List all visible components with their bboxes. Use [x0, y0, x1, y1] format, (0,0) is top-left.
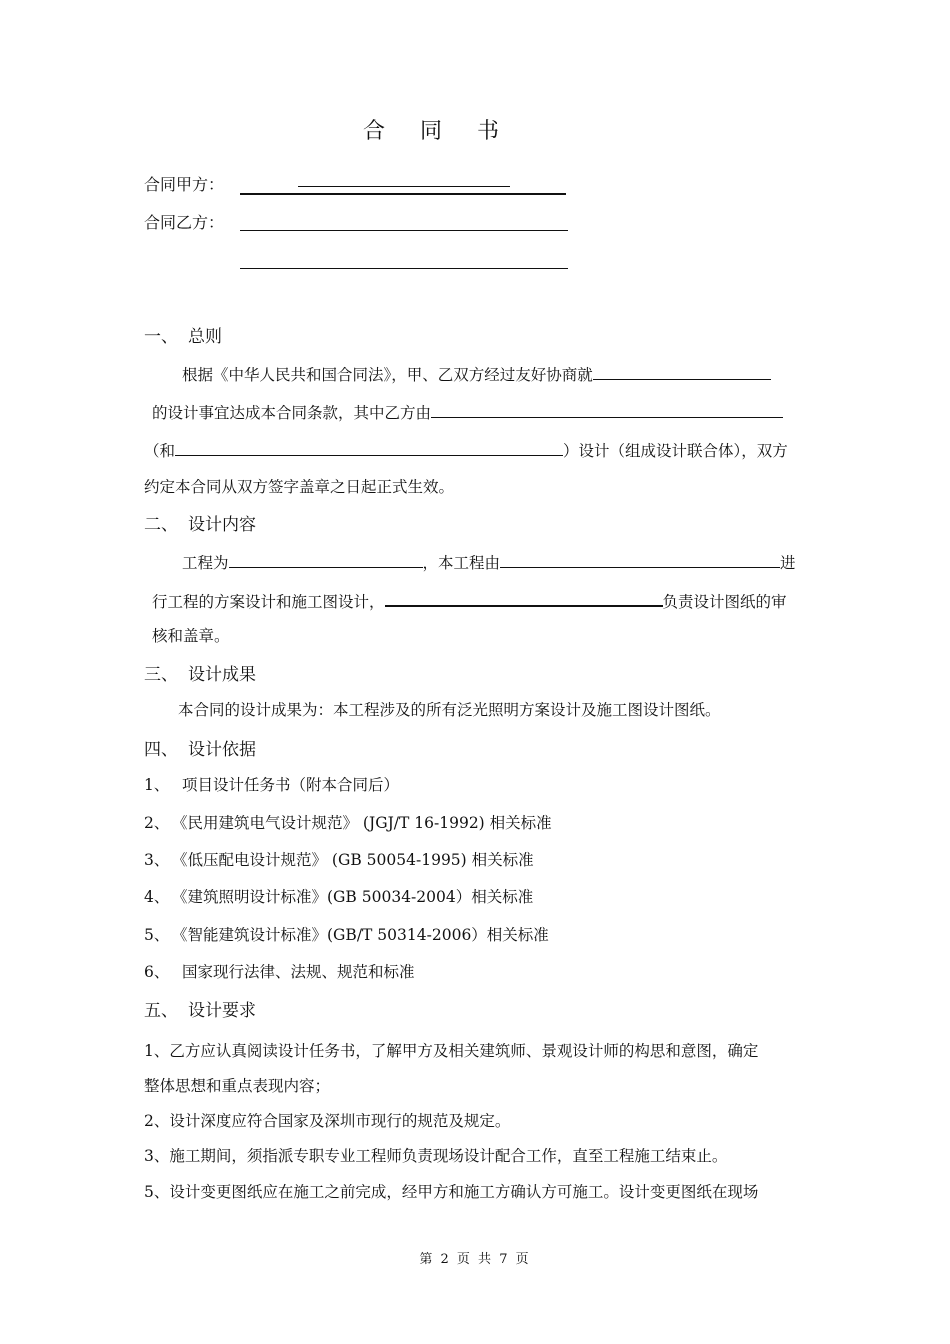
basis-item [144, 848, 534, 870]
designer-blank[interactable] [431, 400, 783, 418]
item-number: 5、 [144, 926, 170, 944]
project-blank[interactable] [229, 550, 423, 568]
section-number: 三、 [144, 665, 178, 685]
content-line-2 [152, 588, 787, 612]
item-number: 4、 [144, 888, 170, 906]
requirement-5: 5、设计变更图纸应在施工之前完成，经甲方和施工方确认方可施工。设计变更图纸在现场 [144, 1183, 759, 1201]
party-a-label: 合同甲方： [144, 175, 225, 194]
content-line-1 [182, 550, 796, 573]
co-designer-blank[interactable] [175, 438, 563, 456]
general-line-3 [144, 438, 788, 461]
undertaker-blank[interactable] [500, 550, 780, 568]
basis-item [144, 773, 399, 795]
item-text: 项目设计任务书（附本合同后） [182, 776, 400, 794]
section-number: 五、 [144, 1001, 178, 1021]
requirement-1b: 整体思想和重点表现内容； [144, 1077, 331, 1095]
item-text: 国家现行法律、法规、规范和标准 [182, 963, 415, 981]
party-b-label: 合同乙方： [144, 213, 225, 232]
section-heading-basis [144, 735, 256, 760]
section-title: 总则 [188, 327, 222, 347]
section-heading-general [144, 322, 222, 347]
basis-item [144, 811, 552, 833]
general-text-1: 根据《中华人民共和国合同法》，甲、乙双方经过友好协商就 [182, 366, 593, 385]
party-b-row [144, 210, 224, 233]
content-text-1c: 进 [780, 554, 796, 573]
result-text: 本合同的设计成果为：本工程涉及的所有泛光照明方案设计及施工图设计图纸。 [178, 701, 721, 719]
item-number: 6、 [144, 963, 170, 981]
party-a-inner-line [298, 186, 510, 187]
item-text: 《民用建筑电气设计规范》 (JGJ/T 16-1992) 相关标准 [172, 814, 552, 832]
party-b-blank[interactable] [240, 230, 568, 231]
item-text: 《智能建筑设计标准》(GB/T 50314-2006）相关标准 [172, 926, 549, 944]
content-text-1a: 工程为 [182, 554, 229, 573]
section-heading-content [144, 510, 256, 535]
content-text-2a: 行工程的方案设计和施工图设计， [152, 593, 385, 612]
content-text-1b: ，本工程由 [422, 554, 501, 573]
section-number: 四、 [144, 740, 178, 760]
item-number: 1、 [144, 776, 170, 794]
basis-item [144, 923, 549, 945]
content-text-2b: 负责设计图纸的审 [662, 593, 787, 612]
party-a-blank[interactable] [240, 193, 566, 195]
item-text: 《低压配电设计规范》 (GB 50054-1995) 相关标准 [172, 851, 534, 869]
section-title: 设计要求 [188, 1001, 256, 1021]
item-number: 2、 [144, 814, 170, 832]
document-title: 合 同 书 [363, 119, 513, 144]
section-number: 二、 [144, 515, 178, 535]
item-number: 3、 [144, 851, 170, 869]
general-text-3a: （和 [144, 442, 176, 461]
requirement-1a: 1、乙方应认真阅读设计任务书，了解甲方及相关建筑师、景观设计师的构思和意图，确定 [144, 1042, 759, 1060]
general-line-4: 约定本合同从双方签字盖章之日起正式生效。 [144, 478, 455, 496]
section-number: 一、 [144, 327, 178, 347]
section-title: 设计内容 [188, 515, 256, 535]
general-line-1 [182, 362, 771, 385]
content-line-3: 核和盖章。 [152, 627, 230, 645]
requirement-3: 3、施工期间，须指派专职专业工程师负责现场设计配合工作，直至工程施工结束止。 [144, 1147, 728, 1165]
basis-item [144, 960, 415, 982]
party-b-blank-2[interactable] [240, 268, 568, 269]
page-footer: 第 2 页 共 7 页 [419, 1252, 531, 1267]
section-title: 设计成果 [188, 665, 256, 685]
reviewer-blank[interactable] [385, 588, 663, 607]
general-text-2: 的设计事宜达成本合同条款，其中乙方由 [152, 404, 432, 423]
general-text-3b: ）设计（组成设计联合体），双方 [563, 442, 788, 461]
basis-item [144, 885, 533, 907]
section-heading-requirements [144, 996, 256, 1021]
requirement-2: 2、设计深度应符合国家及深圳市现行的规范及规定。 [144, 1112, 511, 1130]
project-name-blank[interactable] [593, 362, 771, 380]
general-line-2 [152, 400, 783, 423]
item-text: 《建筑照明设计标准》(GB 50034-2004）相关标准 [172, 888, 534, 906]
section-heading-result [144, 660, 256, 685]
section-title: 设计依据 [188, 740, 256, 760]
party-a-row [144, 172, 224, 195]
